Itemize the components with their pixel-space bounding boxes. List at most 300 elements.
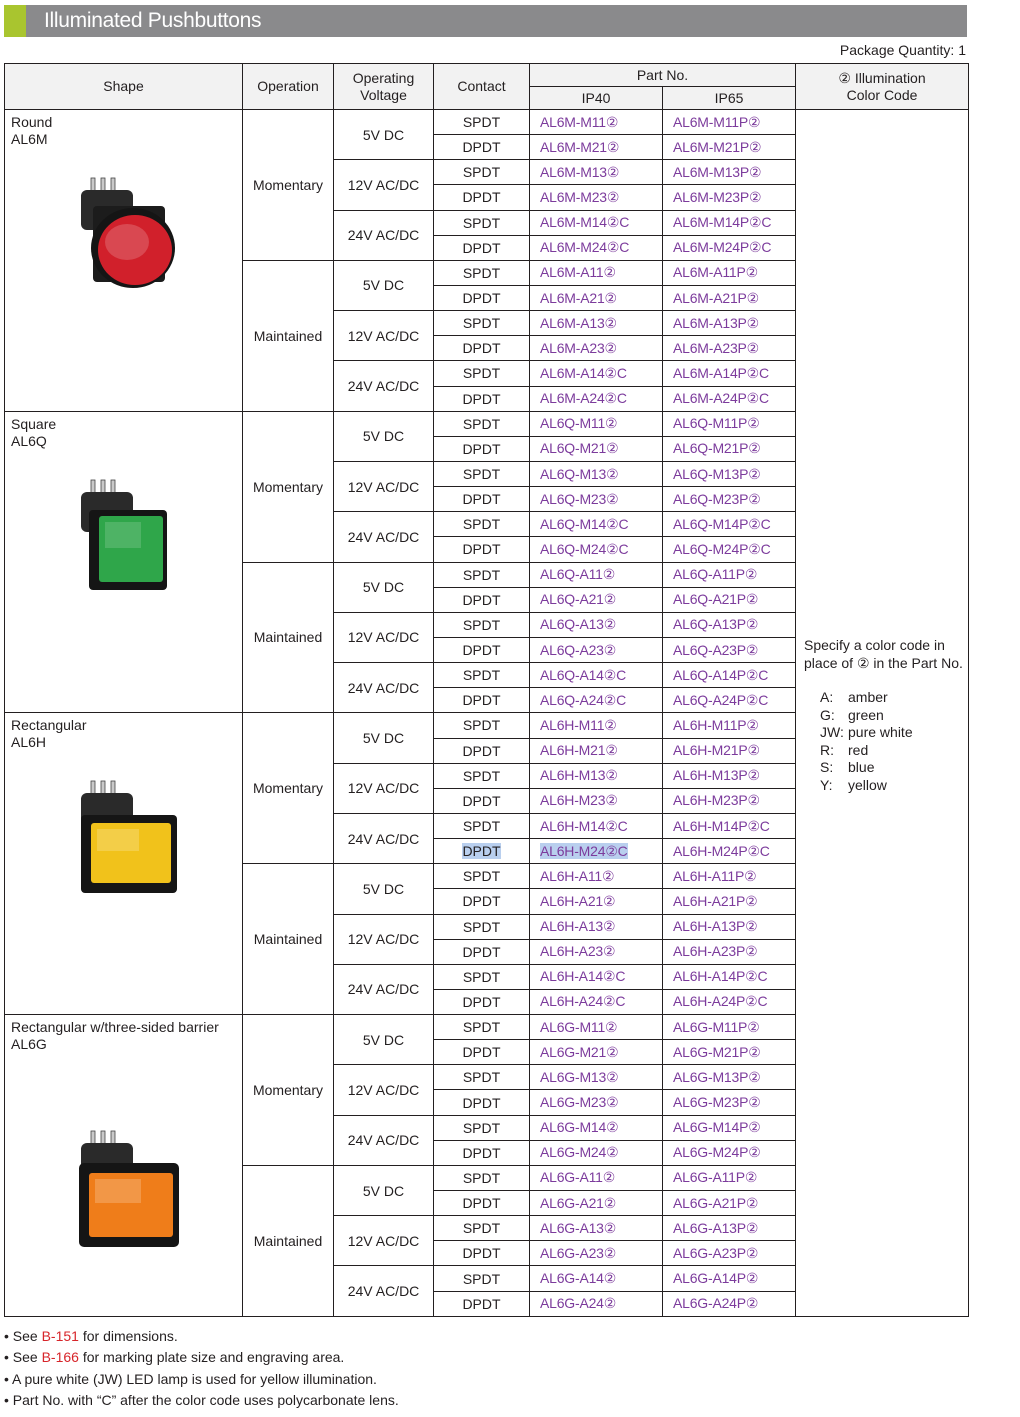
contact-text: DPDT: [462, 843, 501, 860]
color-code-item: [820, 724, 966, 742]
shape-model: AL6G: [11, 1036, 47, 1053]
contact-cell: [434, 839, 530, 864]
contact-cell: [434, 587, 530, 612]
shape-name: Rectangular w/three-sided barrier: [11, 1019, 219, 1036]
part-ip40[interactable]: [530, 738, 663, 763]
illum-text-line1: Specify a color code in: [804, 637, 945, 653]
part-ip65[interactable]: AL6Q-A21P②: [663, 587, 796, 612]
part-ip65[interactable]: AL6Q-A13P②: [663, 612, 796, 637]
voltage-cell: 24V AC/DC: [334, 512, 434, 562]
voltage-cell: 5V DC: [334, 864, 434, 914]
part-ip40-text: AL6G-M13②: [540, 1068, 619, 1085]
contact-cell: [434, 1115, 530, 1140]
part-ip65[interactable]: AL6Q-M13P②: [663, 461, 796, 486]
part-ip40-text: AL6Q-M11②: [540, 415, 618, 432]
operation-cell: Momentary: [243, 1015, 334, 1166]
part-ip65[interactable]: AL6H-A24P②C: [663, 989, 796, 1014]
part-ip40[interactable]: [530, 1241, 663, 1266]
contact-text: SPDT: [462, 818, 501, 834]
part-ip65[interactable]: AL6H-A13P②: [663, 914, 796, 939]
contact-text: SPDT: [462, 415, 501, 432]
part-ip65[interactable]: AL6G-M21P②: [663, 1040, 796, 1065]
contact-text: SPDT: [462, 164, 501, 181]
part-ip65[interactable]: AL6M-M11P②: [663, 110, 796, 135]
voltage-cell: 24V AC/DC: [334, 1266, 434, 1316]
part-ip40[interactable]: [530, 160, 663, 185]
voltage-cell: 24V AC/DC: [334, 663, 434, 713]
color-code: A:: [820, 689, 834, 705]
part-ip65[interactable]: AL6M-M13P②: [663, 160, 796, 185]
contact-cell: [434, 160, 530, 185]
contact-text: SPDT: [462, 1069, 501, 1086]
voltage-cell: 12V AC/DC: [334, 914, 434, 964]
contact-text: DPDT: [462, 440, 501, 457]
part-ip40[interactable]: [530, 939, 663, 964]
contact-cell: [434, 813, 530, 838]
part-ip40[interactable]: [530, 889, 663, 914]
part-ip65[interactable]: AL6M-A24P②C: [663, 386, 796, 411]
part-ip40-text: AL6H-A21②: [540, 892, 616, 909]
contact-text: SPDT: [462, 566, 501, 583]
contact-cell: [434, 1216, 530, 1241]
part-ip40-text: AL6G-A24②: [540, 1295, 617, 1312]
contact-cell: [434, 637, 530, 662]
part-ip65[interactable]: AL6H-M13P②: [663, 763, 796, 788]
part-ip40-text: AL6H-A11②: [540, 867, 615, 884]
note-ref-link[interactable]: B-166: [41, 1349, 79, 1366]
part-ip40[interactable]: [530, 1115, 663, 1140]
contact-cell: [434, 210, 530, 235]
part-ip40[interactable]: [530, 839, 663, 864]
part-ip40[interactable]: [530, 386, 663, 411]
part-ip40[interactable]: [530, 562, 663, 587]
part-ip40-text: AL6H-M14②C: [540, 817, 628, 834]
part-ip65[interactable]: AL6G-M11P②: [663, 1015, 796, 1040]
part-ip65[interactable]: AL6H-M23P②: [663, 788, 796, 813]
header-voltage-line1: Operating: [352, 69, 415, 86]
part-ip40-text: AL6G-M14②: [540, 1119, 619, 1136]
part-ip40[interactable]: [530, 260, 663, 285]
color-name: pure white: [848, 724, 913, 740]
header-voltage: [334, 64, 434, 110]
color-code: Y:: [820, 776, 833, 793]
part-ip65[interactable]: AL6G-A14P②: [663, 1266, 796, 1291]
part-ip40-text: AL6Q-A14②C: [540, 666, 627, 683]
part-ip40[interactable]: [530, 1165, 663, 1190]
part-ip40-text: AL6H-M23②: [540, 792, 618, 809]
part-ip40-text: AL6M-A14②C: [540, 364, 627, 381]
contact-cell: [434, 135, 530, 160]
contact-text: DPDT: [462, 591, 501, 608]
shape-cell: [5, 110, 243, 412]
note-item: • See B-151 for dimensions.: [4, 1328, 178, 1344]
part-ip65[interactable]: AL6Q-A23P②: [663, 637, 796, 662]
part-ip65[interactable]: AL6G-M14P②: [663, 1115, 796, 1140]
part-ip40[interactable]: [530, 135, 663, 160]
color-name: yellow: [848, 776, 887, 793]
header-voltage-line2: Voltage: [360, 86, 407, 103]
contact-cell: [434, 989, 530, 1014]
part-ip40[interactable]: [530, 461, 663, 486]
part-ip40[interactable]: [530, 1040, 663, 1065]
part-ip40[interactable]: [530, 336, 663, 361]
contact-text: DPDT: [462, 290, 501, 307]
voltage-cell: 12V AC/DC: [334, 160, 434, 210]
part-ip40-text: AL6Q-M24②C: [540, 540, 629, 557]
contact-text: DPDT: [462, 1044, 501, 1061]
part-ip40-text: AL6G-A13②: [540, 1219, 617, 1236]
contact-cell: [434, 285, 530, 310]
contact-text: DPDT: [462, 541, 501, 558]
part-ip40-text: AL6H-M13②: [540, 767, 618, 784]
part-ip40[interactable]: [530, 512, 663, 537]
color-code-item: [820, 707, 966, 725]
title-accent: [4, 5, 26, 37]
part-ip40-text: AL6M-M11②: [540, 113, 619, 130]
part-ip65[interactable]: AL6G-A21P②: [663, 1191, 796, 1216]
header-illumination: [796, 64, 969, 110]
contact-cell: [434, 1241, 530, 1266]
part-ip40[interactable]: [530, 914, 663, 939]
contact-text: SPDT: [462, 1019, 501, 1036]
contact-text: SPDT: [462, 264, 501, 281]
contact-cell: [434, 436, 530, 461]
contact-cell: [434, 562, 530, 587]
part-ip40[interactable]: [530, 1090, 663, 1115]
page-title: Illuminated Pushbuttons: [44, 9, 262, 32]
shape-name: Rectangular: [11, 717, 87, 734]
shape-model: AL6H: [11, 734, 47, 751]
part-ip40[interactable]: [530, 864, 663, 889]
contact-text: SPDT: [462, 365, 501, 382]
operation-cell: Maintained: [243, 562, 334, 713]
color-code: G:: [820, 706, 835, 723]
part-ip40-text: AL6Q-M21②: [540, 440, 619, 457]
part-ip65[interactable]: AL6M-M14P②C: [663, 210, 796, 235]
voltage-cell: 24V AC/DC: [334, 1115, 434, 1165]
part-ip40-text: AL6M-M21②: [540, 138, 620, 155]
color-code-item: [820, 689, 966, 707]
table-row: [5, 110, 969, 135]
shape-model: AL6M: [11, 131, 48, 147]
contact-text: SPDT: [462, 1169, 501, 1186]
voltage-cell: 5V DC: [334, 1165, 434, 1215]
contact-cell: [434, 889, 530, 914]
contact-cell: [434, 1191, 530, 1216]
contact-text: SPDT: [462, 516, 501, 533]
contact-cell: [434, 1291, 530, 1316]
part-ip40[interactable]: [530, 989, 663, 1014]
contact-cell: [434, 964, 530, 989]
part-ip65[interactable]: AL6M-A14P②C: [663, 361, 796, 386]
contact-cell: [434, 336, 530, 361]
part-ip65[interactable]: AL6Q-M14P②C: [663, 512, 796, 537]
part-ip40[interactable]: [530, 436, 663, 461]
contact-text: DPDT: [462, 792, 501, 809]
shape-model: AL6Q: [11, 432, 47, 449]
part-ip65[interactable]: AL6H-M14P②C: [663, 813, 796, 838]
part-ip40[interactable]: [530, 210, 663, 235]
contact-text: DPDT: [462, 943, 501, 960]
part-ip40[interactable]: [530, 537, 663, 562]
part-ip40[interactable]: [530, 1216, 663, 1241]
part-ip65[interactable]: AL6Q-A11P②: [663, 562, 796, 587]
operation-cell: Momentary: [243, 713, 334, 864]
note-item: • A pure white (JW) LED lamp is used for yellow illumination.: [4, 1370, 377, 1387]
contact-text: SPDT: [462, 466, 501, 483]
voltage-cell: 5V DC: [334, 562, 434, 612]
package-quantity: Package Quantity: 1: [839, 42, 966, 58]
contact-cell: [434, 311, 530, 336]
part-ip40-text: AL6H-A23②: [540, 943, 616, 960]
part-ip40[interactable]: [530, 1065, 663, 1090]
part-ip40-text: AL6M-A23②: [540, 339, 617, 356]
part-ip40[interactable]: [530, 487, 663, 512]
contact-text: DPDT: [462, 239, 501, 256]
part-ip40[interactable]: [530, 1191, 663, 1216]
part-ip40[interactable]: [530, 1291, 663, 1316]
contact-cell: [434, 688, 530, 713]
part-ip40-text: AL6Q-A24②C: [540, 691, 627, 708]
operation-cell: Momentary: [243, 411, 334, 562]
part-ip40-text: AL6G-A23②: [540, 1244, 617, 1261]
part-ip65[interactable]: AL6G-M24P②: [663, 1140, 796, 1165]
contact-cell: [434, 864, 530, 889]
part-ip40-text: AL6H-M24②C: [540, 842, 628, 859]
part-ip40[interactable]: [530, 612, 663, 637]
part-ip40-text: AL6G-M24②: [540, 1144, 619, 1161]
contact-cell: [434, 788, 530, 813]
color-name: green: [848, 706, 884, 723]
part-ip65[interactable]: AL6M-A11P②: [663, 260, 796, 285]
contact-text: SPDT: [462, 114, 501, 131]
color-code-item: [820, 759, 966, 777]
part-ip40[interactable]: [530, 587, 663, 612]
contact-text: SPDT: [462, 918, 501, 935]
header-operation: Operation: [243, 64, 334, 110]
header-shape: Shape: [5, 64, 243, 110]
contact-cell: [434, 663, 530, 688]
color-code: S:: [820, 759, 834, 775]
part-ip40-text: AL6G-M23②: [540, 1094, 619, 1111]
contact-cell: [434, 537, 530, 562]
part-ip65[interactable]: AL6H-M24P②C: [663, 839, 796, 864]
part-ip65[interactable]: AL6G-A11P②: [663, 1165, 796, 1190]
voltage-cell: 5V DC: [334, 1015, 434, 1065]
contact-cell: [434, 235, 530, 260]
part-ip65[interactable]: AL6H-A14P②C: [663, 964, 796, 989]
shape-cell: [5, 411, 243, 713]
contact-cell: [434, 361, 530, 386]
part-ip65[interactable]: AL6M-A21P②: [663, 285, 796, 310]
part-ip65[interactable]: AL6G-M23P②: [663, 1090, 796, 1115]
title-bar: [4, 5, 967, 37]
color-code: JW:: [820, 724, 844, 740]
part-ip40[interactable]: [530, 285, 663, 310]
part-ip65[interactable]: AL6M-M24P②C: [663, 235, 796, 260]
note-ref-link[interactable]: B-151: [41, 1328, 79, 1344]
contact-cell: [434, 738, 530, 763]
part-ip65[interactable]: AL6H-M11P②: [663, 713, 796, 738]
table-body: [5, 110, 969, 1317]
contact-text: DPDT: [462, 1245, 501, 1262]
part-ip40[interactable]: [530, 411, 663, 436]
part-ip40-text: AL6Q-A11②: [540, 566, 616, 583]
part-ip65[interactable]: AL6G-A23P②: [663, 1241, 796, 1266]
part-ip40-text: AL6M-M23②: [540, 188, 620, 205]
voltage-cell: 5V DC: [334, 713, 434, 763]
contact-text: DPDT: [462, 692, 501, 709]
part-ip65[interactable]: AL6M-M21P②: [663, 135, 796, 160]
part-ip40[interactable]: [530, 1015, 663, 1040]
contact-text: DPDT: [462, 390, 501, 407]
contact-cell: [434, 1040, 530, 1065]
contact-cell: [434, 1090, 530, 1115]
color-code-item: [820, 777, 966, 795]
contact-text: SPDT: [462, 667, 501, 684]
part-ip65[interactable]: AL6G-A13P②: [663, 1216, 796, 1241]
part-ip40[interactable]: [530, 311, 663, 336]
contact-cell: [434, 939, 530, 964]
voltage-cell: 12V AC/DC: [334, 763, 434, 813]
voltage-cell: 24V AC/DC: [334, 964, 434, 1014]
part-ip40[interactable]: [530, 713, 663, 738]
part-ip40-text: AL6H-M11②: [540, 716, 617, 733]
illumination-cell: [796, 110, 969, 1317]
part-ip40-text: AL6M-A11②: [540, 264, 616, 281]
part-ip40-text: AL6G-A11②: [540, 1169, 616, 1186]
part-ip40[interactable]: [530, 688, 663, 713]
part-ip40[interactable]: [530, 235, 663, 260]
contact-cell: [434, 110, 530, 135]
part-ip40[interactable]: [530, 361, 663, 386]
part-ip40-text: AL6H-A24②C: [540, 993, 626, 1010]
operation-cell: Momentary: [243, 110, 334, 261]
contact-text: SPDT: [462, 1220, 501, 1237]
color-code-list: [804, 689, 966, 794]
part-ip65[interactable]: AL6Q-M21P②: [663, 436, 796, 461]
part-ip40-text: AL6M-A21②: [540, 289, 617, 306]
part-ip40-text: AL6G-M21②: [540, 1043, 619, 1060]
voltage-cell: 12V AC/DC: [334, 612, 434, 662]
part-ip40[interactable]: [530, 1140, 663, 1165]
contact-cell: [434, 461, 530, 486]
part-ip65[interactable]: AL6Q-M23P②: [663, 487, 796, 512]
part-ip40[interactable]: [530, 964, 663, 989]
contact-cell: [434, 1165, 530, 1190]
contact-cell: [434, 1140, 530, 1165]
contact-text: SPDT: [462, 214, 501, 231]
part-ip65[interactable]: AL6Q-A14P②C: [663, 663, 796, 688]
contact-text: DPDT: [462, 189, 501, 206]
pushbutton-image: [67, 775, 187, 909]
pushbutton-image: [67, 1125, 187, 1259]
color-name: amber: [848, 689, 888, 705]
contact-text: SPDT: [462, 315, 501, 332]
part-ip40-text: AL6G-A14②: [540, 1270, 617, 1287]
part-ip40-text: AL6G-M11②: [540, 1018, 618, 1035]
contact-text: SPDT: [462, 868, 501, 885]
shape-cell: [5, 713, 243, 1015]
part-ip40-text: AL6M-M24②C: [540, 239, 630, 256]
contact-cell: [434, 914, 530, 939]
part-ip65[interactable]: AL6Q-A24P②C: [663, 688, 796, 713]
part-ip40[interactable]: [530, 788, 663, 813]
notes: [4, 1326, 399, 1411]
color-code-item: [820, 742, 966, 760]
part-ip65[interactable]: AL6M-M23P②: [663, 185, 796, 210]
contact-cell: [434, 512, 530, 537]
part-ip40[interactable]: [530, 763, 663, 788]
part-ip40-text: AL6Q-M14②C: [540, 515, 629, 532]
part-ip65[interactable]: AL6G-M13P②: [663, 1065, 796, 1090]
color-name: red: [848, 741, 869, 758]
part-ip65[interactable]: AL6H-M21P②: [663, 738, 796, 763]
part-ip40[interactable]: [530, 663, 663, 688]
part-ip40-text: AL6M-A24②C: [540, 390, 627, 407]
color-name: blue: [848, 759, 875, 775]
part-ip65[interactable]: AL6Q-M11P②: [663, 411, 796, 436]
part-ip40-text: AL6Q-M13②: [540, 465, 619, 482]
shape-name: Round: [11, 114, 53, 130]
part-ip40[interactable]: [530, 185, 663, 210]
part-ip65[interactable]: AL6H-A11P②: [663, 864, 796, 889]
part-ip65[interactable]: AL6M-A13P②: [663, 311, 796, 336]
contact-cell: [434, 487, 530, 512]
voltage-cell: 5V DC: [334, 260, 434, 310]
part-ip40-text: AL6Q-A13②: [540, 616, 617, 633]
part-ip40[interactable]: [530, 813, 663, 838]
part-ip40-text: AL6H-A13②: [540, 918, 616, 935]
part-ip40[interactable]: [530, 1266, 663, 1291]
operation-cell: Maintained: [243, 864, 334, 1015]
product-table: [4, 63, 969, 1317]
part-ip40[interactable]: [530, 637, 663, 662]
pushbutton-image: [67, 474, 187, 608]
contact-text: DPDT: [462, 340, 501, 357]
part-ip65[interactable]: AL6H-A21P②: [663, 889, 796, 914]
voltage-cell: 24V AC/DC: [334, 813, 434, 863]
part-ip40-text: AL6Q-A23②: [540, 641, 617, 658]
shape-name: Square: [11, 415, 57, 432]
part-ip65[interactable]: AL6M-A23P②: [663, 336, 796, 361]
contact-text: DPDT: [462, 642, 501, 659]
contact-cell: [434, 185, 530, 210]
illum-text-line2: place of ② in the Part No.: [804, 654, 963, 671]
contact-cell: [434, 612, 530, 637]
header-contact: Contact: [434, 64, 530, 110]
contact-cell: [434, 763, 530, 788]
voltage-cell: 12V AC/DC: [334, 1216, 434, 1266]
contact-text: SPDT: [462, 1270, 501, 1287]
contact-cell: [434, 1266, 530, 1291]
contact-text: SPDT: [462, 767, 501, 784]
color-code: R:: [820, 741, 835, 758]
contact-cell: [434, 411, 530, 436]
contact-text: DPDT: [462, 893, 501, 910]
part-ip40-text: AL6M-M13②: [540, 163, 620, 180]
part-ip65[interactable]: AL6H-A23P②: [663, 939, 796, 964]
part-ip40[interactable]: [530, 110, 663, 135]
operation-cell: Maintained: [243, 1165, 334, 1316]
header-illum-line1: ② Illumination: [838, 69, 926, 86]
contact-text: DPDT: [462, 1144, 501, 1161]
voltage-cell: 24V AC/DC: [334, 361, 434, 411]
voltage-cell: 12V AC/DC: [334, 311, 434, 361]
contact-text: SPDT: [462, 717, 501, 734]
part-ip65[interactable]: AL6G-A24P②: [663, 1291, 796, 1316]
part-ip65[interactable]: AL6Q-M24P②C: [663, 537, 796, 562]
